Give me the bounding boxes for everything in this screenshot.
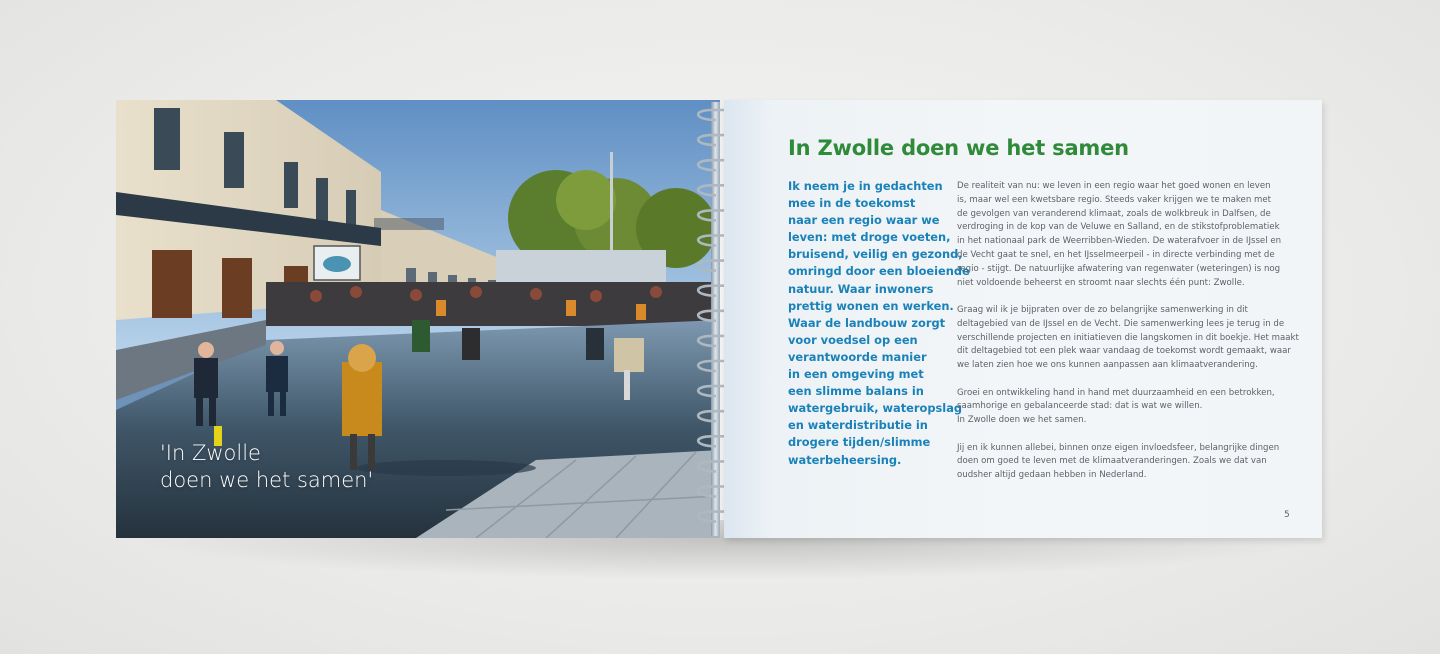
photo-caption bbox=[160, 440, 373, 494]
intro-line: Waar de landbouw zorgt bbox=[788, 315, 946, 330]
body-line: we laten zien hoe we ons kunnen aanpassen aan klimaatverandering. bbox=[957, 360, 1258, 371]
intro-line: prettig wonen en werken. bbox=[788, 298, 954, 313]
intro-line: een slimme balans in bbox=[788, 384, 924, 399]
body-line: verdroging in de kop van de Veluwe en Salland, en de stikstofproblematiek bbox=[957, 222, 1280, 233]
body-line: oudsher altijd gedaan hebben in Nederland. bbox=[957, 470, 1147, 481]
intro-line: verantwoorde manier bbox=[788, 349, 927, 364]
body-line: Groei en ontwikkeling hand in hand met duurzaamheid en een betrokken, bbox=[957, 387, 1275, 398]
body-text bbox=[957, 180, 1299, 497]
intro-line: waterbeheersing. bbox=[788, 452, 902, 467]
body-line: in het nationaal park de Weerribben-Wieden. De waterafvoer in de IJssel en bbox=[957, 236, 1282, 247]
intro-line: mee in de toekomst bbox=[788, 196, 916, 211]
body-line: De realiteit van nu: we leven in een regio waar het goed wonen en leven bbox=[957, 181, 1271, 191]
intro-line: voor voedsel op een bbox=[788, 332, 918, 347]
body-line: de Vecht gaat te snel, en het IJsselmeerpeil - in directe verbinding met de bbox=[957, 249, 1275, 260]
intro-line: bruisend, veilig en gezond, bbox=[788, 247, 963, 262]
intro-line: in een omgeving met bbox=[788, 367, 924, 382]
body-line: Graag wil ik je bijpraten over de zo belangrijke samenwerking in dit bbox=[957, 304, 1248, 315]
paragraph bbox=[957, 180, 1287, 290]
right-page bbox=[724, 100, 1322, 538]
photo-caption-line: 'In Zwolle bbox=[160, 441, 261, 465]
intro-line: en waterdistributie in bbox=[788, 418, 928, 433]
intro-line: natuur. Waar inwoners bbox=[788, 281, 934, 296]
paragraph bbox=[957, 442, 1287, 483]
left-page-photo bbox=[116, 100, 720, 538]
body-line: doen om goed te leven met de klimaatveranderingen. Zoals we dat van bbox=[957, 456, 1267, 467]
paragraph bbox=[957, 304, 1299, 373]
page-heading: In Zwolle doen we het samen bbox=[788, 136, 1129, 160]
intro-line: watergebruik, wateropslag bbox=[788, 401, 963, 416]
photo-caption-line: doen we het samen' bbox=[160, 468, 374, 492]
body-line: Jij en ik kunnen allebei, binnen onze eigen invloedsfeer, belangrijke dingen bbox=[957, 442, 1280, 453]
body-line: verschillende projecten en initiatieven die langskomen in dit boekje. Het maakt bbox=[957, 332, 1299, 343]
body-line: saamhorige en gebalanceerde stad: dat is wat we willen. bbox=[957, 401, 1203, 412]
body-line: de gevolgen van veranderend klimaat, zoals de wolkbreuk in Dalfsen, de bbox=[957, 208, 1271, 219]
intro-line: omringd door een bloeiende bbox=[788, 264, 970, 279]
intro-line: leven: met droge voeten, bbox=[788, 230, 951, 245]
body-line: regio - stijgt. De natuurlijke afwatering van regenwater (weteringen) is nog bbox=[957, 263, 1281, 274]
body-line: is, maar wel een kwetsbare regio. Steeds vaker krijgen we te maken met bbox=[957, 194, 1272, 205]
intro-text bbox=[788, 178, 970, 469]
intro-line: Ik neem je in gedachten bbox=[788, 179, 943, 193]
body-line: In Zwolle doen we het samen. bbox=[957, 415, 1087, 426]
body-line: dit deltagebied tot een plek waar vandaag de toekomst wordt gemaakt, waar bbox=[957, 346, 1291, 357]
page-number: 5 bbox=[1284, 510, 1290, 520]
intro-line: drogere tijden/slimme bbox=[788, 435, 931, 450]
body-line: niet voldoende beheerst en stroomt naar slechts één punt: Zwolle. bbox=[957, 277, 1245, 288]
paragraph bbox=[957, 387, 1287, 428]
intro-line: naar een regio waar we bbox=[788, 213, 940, 228]
body-line: deltagebied van de IJssel en de Vecht. Die samenwerking lees je terug in de bbox=[957, 318, 1285, 329]
